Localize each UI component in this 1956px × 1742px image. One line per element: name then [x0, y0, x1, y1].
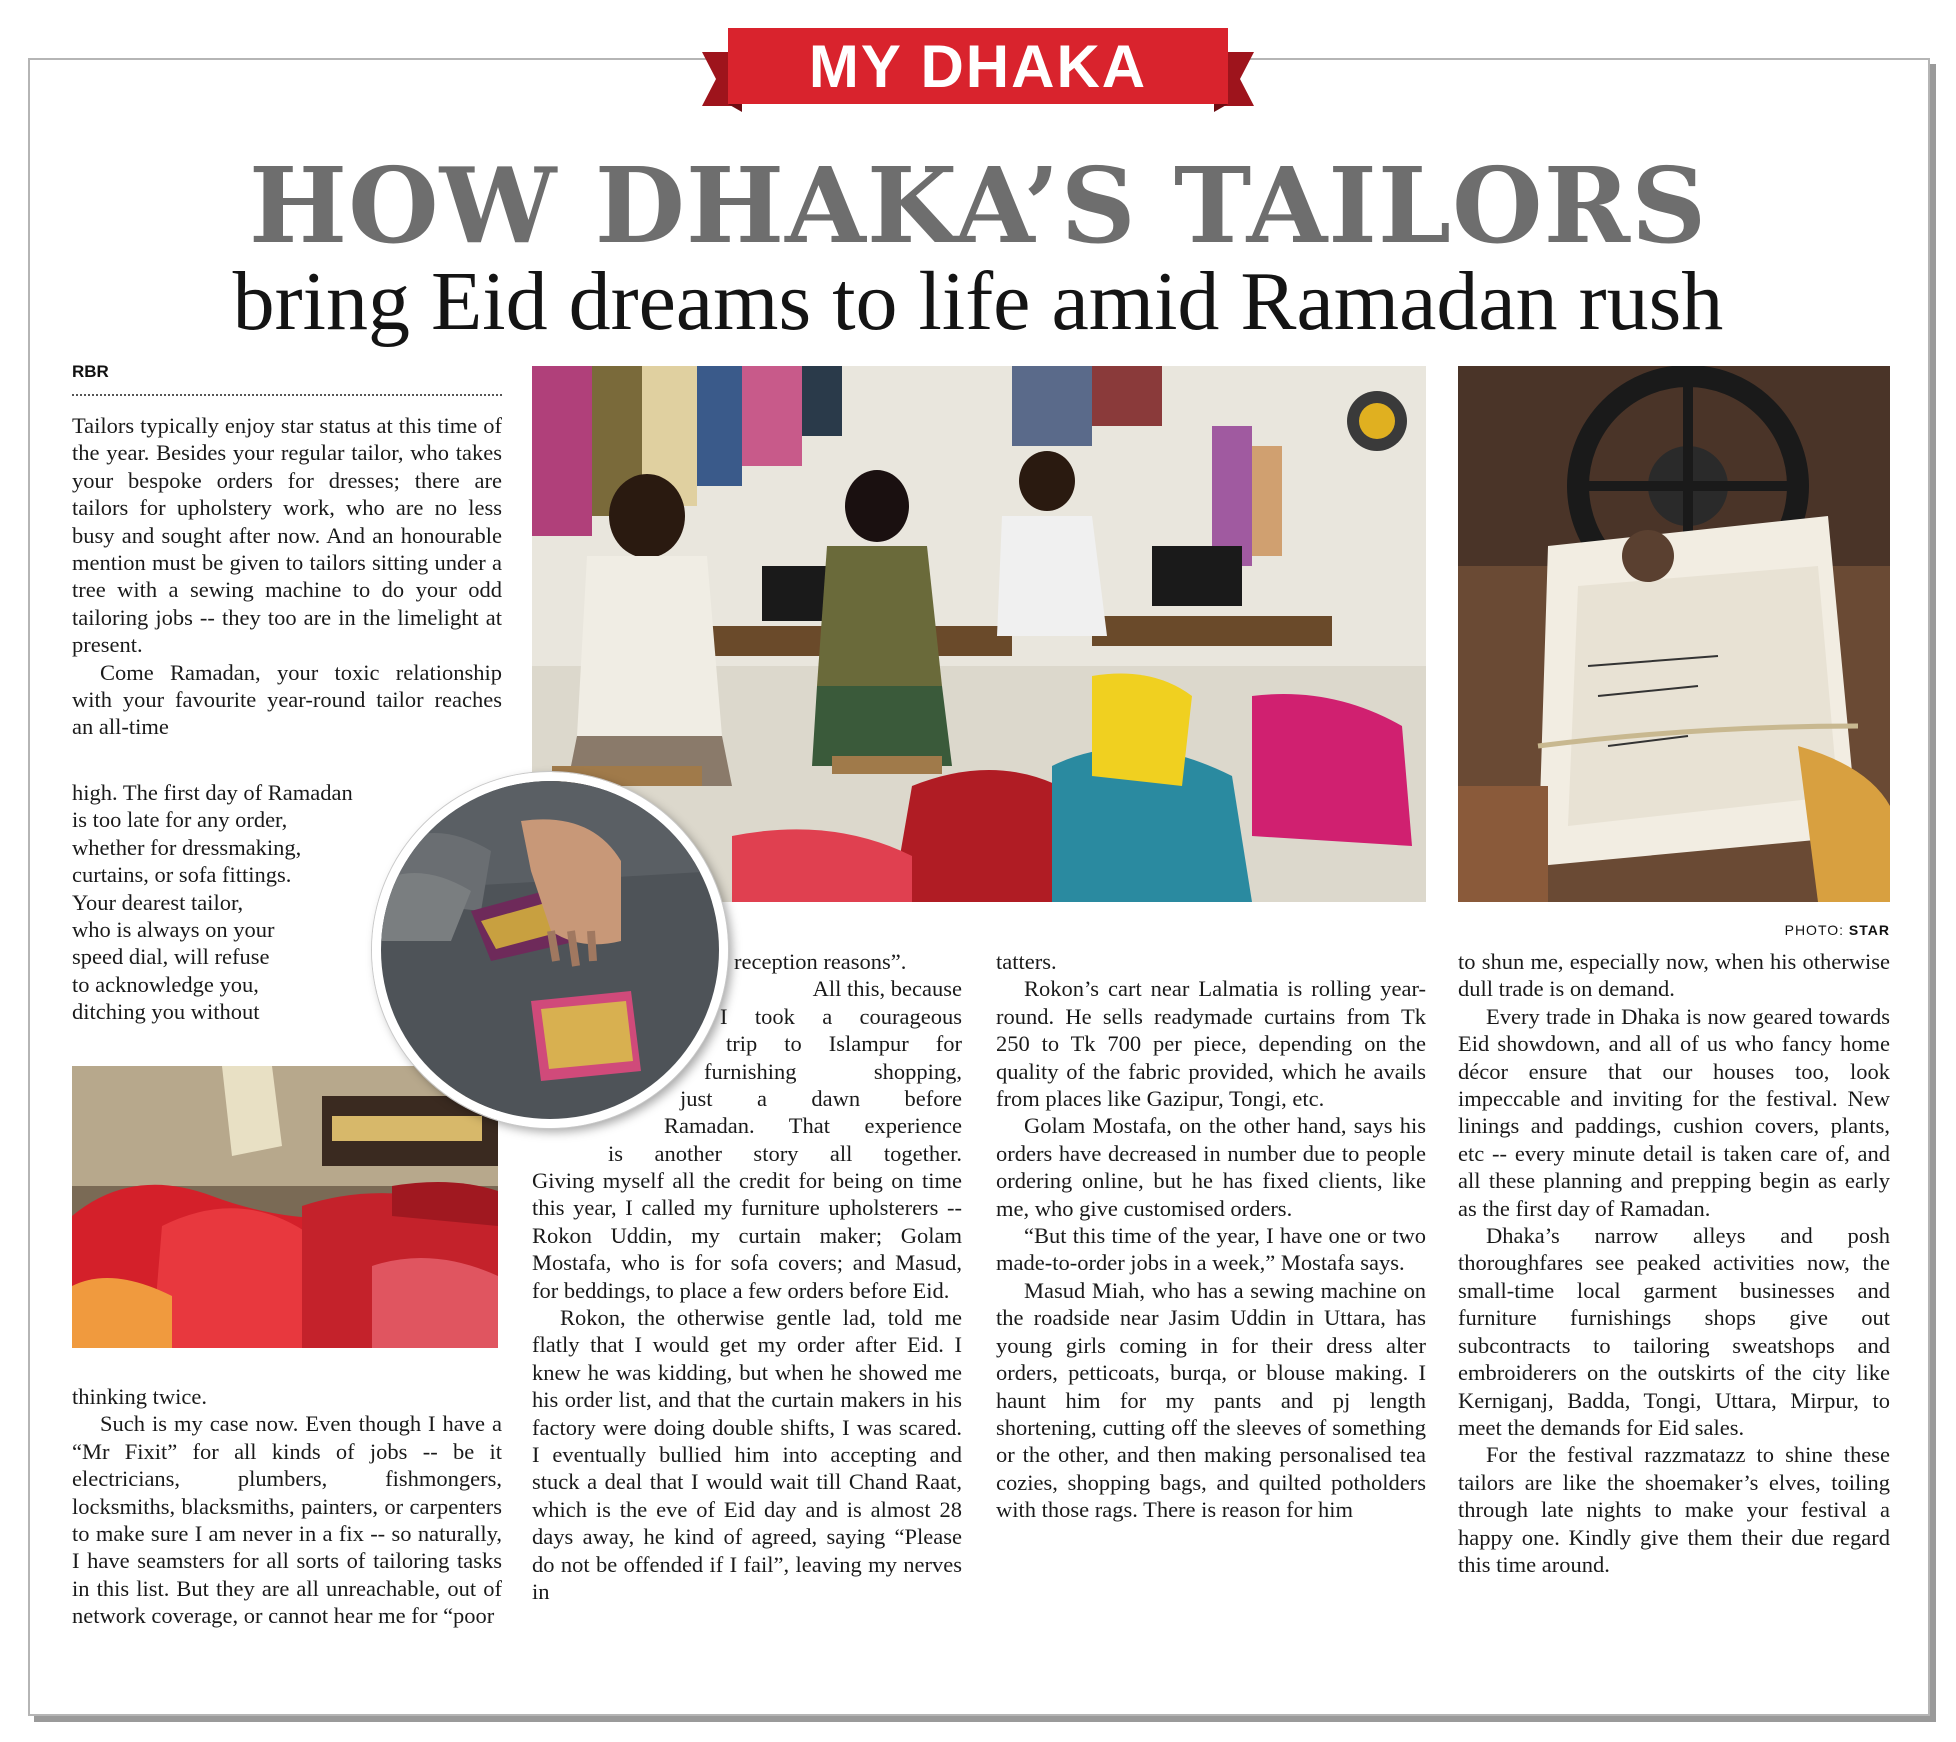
text-line: whether for dressmaking,	[72, 834, 302, 860]
paragraph: tatters.	[996, 949, 1057, 974]
headline-sub: bring Eid dreams to life amid Ramadan rush	[232, 255, 1724, 348]
text-line: I took a courageous	[720, 1003, 962, 1029]
paragraph: For the festival razzmatazz to shine these tailors are like the shoemaker’s elves, toiling through late nights to make your festival a happy one. Kindly give them their due regard this time around.	[1458, 1442, 1890, 1577]
text-line: All this, because	[812, 976, 962, 1002]
photo-illustration	[72, 1066, 498, 1348]
paragraph: Golam Mostafa, on the other hand, says his orders have decreased in number due to people ordering online, but he has fixed clients, like me, who give customised orders.	[996, 1113, 1426, 1221]
paragraph: Such is my case now. Even though I have a “Mr Fixit” for all kinds of jobs -- be it electricians, plumbers, fishmongers, locksmiths, blacksmiths, painters, or carpenters to make sure I am never in a fix -- so naturally, I have seamsters for all sorts of tailoring tasks in this list. But they are all unreachable, out of network coverage, or cannot hear me for “poor	[72, 1411, 502, 1629]
text-line: ditching you without	[72, 999, 260, 1025]
photo-illustration	[1458, 366, 1890, 902]
text-line: curtains, or sofa fittings.	[72, 862, 292, 888]
text-line: high. The first day of Ramadan	[72, 780, 353, 805]
paragraph: Rokon’s cart near Lalmatia is rolling year-round. He sells readymade curtains from Tk 250 to Tk 700 per piece, depending on the quality of the fabric provided, which he avails from places like Gazipur, Tongi, etc.	[996, 976, 1426, 1112]
right-sewing-machine-photo	[1458, 366, 1890, 902]
column-1-bottom	[72, 1383, 502, 1630]
red-fabric-photo	[72, 1066, 498, 1348]
column-4	[1458, 948, 1890, 1578]
paragraph: Masud Miah, who has a sewing machine on the roadside near Jasim Uddin in Uttara, has young girls coming in for their dress alter orders, petticoats, burqa, or blouse making. I haunt him for my pants and pj length shortening, cutting off the sleeves of something or the other, and then making personalised tea cozies, shopping bags, and quilted potholders with those rags. There is reason for him	[996, 1277, 1426, 1523]
text-line: is another story all together.	[608, 1140, 962, 1166]
headline-main: HOW DHAKA’S TAILORS	[248, 144, 1708, 267]
text-line: Your dearest tailor,	[72, 889, 244, 915]
paragraph: Every trade in Dhaka is now geared towards Eid showdown, and all of us who fancy home décor ensure that our houses too, look impeccable and inviting for the festival. New linings and paddings, cushion covers, plants, etc -- every minute detail is taken care of, and all these planning and prepping begin as early as the first day of Ramadan.	[1458, 1003, 1890, 1221]
text-line: furnishing shopping,	[704, 1058, 962, 1084]
paragraph: to shun me, especially now, when his otherwise dull trade is on demand.	[1458, 949, 1890, 1002]
paragraph: Giving myself all the credit for being on time this year, I called my furniture upholsterers -- Rokon Uddin, my curtain maker; Golam Mostafa, who is for sofa covers; and Masud, for beddings, to place a few orders before Eid.	[532, 1168, 962, 1303]
section-banner	[702, 22, 1254, 112]
paragraph: Come Ramadan, your toxic relationship with your favourite year-round tailor reaches an all-time	[72, 659, 502, 740]
text-line: is too late for any order,	[72, 807, 288, 833]
paragraph: Tailors typically enjoy star status at this time of the year. Besides your regular tailor, who takes your bespoke orders for dresses; there are tailors for upholstery work, who are no less busy and sought after now. And an honourable mention must be given to tailors sitting under a tree with a sewing machine to do your odd tailoring jobs -- they too are in the limelight at present.	[72, 413, 502, 658]
text-line: speed dial, will refuse	[72, 944, 270, 970]
paragraph: Rokon, the otherwise gentle lad, told me flatly that I would get my order after Eid. I knew he was kidding, but when he showed me his order list, and that the curtain makers in his factory were doing double shifts, I was scared. I eventually bullied him into accepting and stuck a deal that I would wait till Chand Raat, which is the eve of Eid day and is almost 28 days away, he kind of agreed, saying “Please do not be offended if I fail”, leaving my nerves in	[532, 1305, 962, 1605]
photo-credit-source: STAR	[1848, 922, 1890, 938]
text-line: Ramadan. That experience	[664, 1113, 962, 1139]
photo-credit	[1700, 922, 1890, 938]
text-line: reception reasons”.	[734, 949, 907, 974]
paragraph: “But this time of the year, I have one or two made-to-order jobs in a week,” Mostafa says.	[996, 1223, 1426, 1276]
section-label: MY DHAKA	[808, 33, 1148, 100]
column-1-top	[72, 412, 502, 741]
text-line: to acknowledge you,	[72, 971, 259, 997]
column-3	[996, 948, 1426, 1524]
paragraph: Dhaka’s narrow alleys and posh thoroughfares see peaked activities now, the small-time local garment businesses and furniture furnishings shops give out subcontracts to tailoring sweatshops and embroiderers on the outskirts of the city like Kerniganj, Badda, Tongi, Uttara, Mirpur, to meet the demands for Eid sales.	[1458, 1223, 1890, 1440]
byline: RBR	[72, 362, 502, 396]
photo-credit-prefix: PHOTO:	[1784, 922, 1845, 938]
column-2-wrap	[532, 948, 962, 1167]
column-2-body	[532, 1167, 962, 1606]
text-line: just a dawn before	[680, 1086, 962, 1112]
paragraph: thinking twice.	[72, 1384, 207, 1409]
text-line: who is always on your	[72, 917, 275, 943]
text-line: trip to Islampur for	[726, 1031, 962, 1057]
